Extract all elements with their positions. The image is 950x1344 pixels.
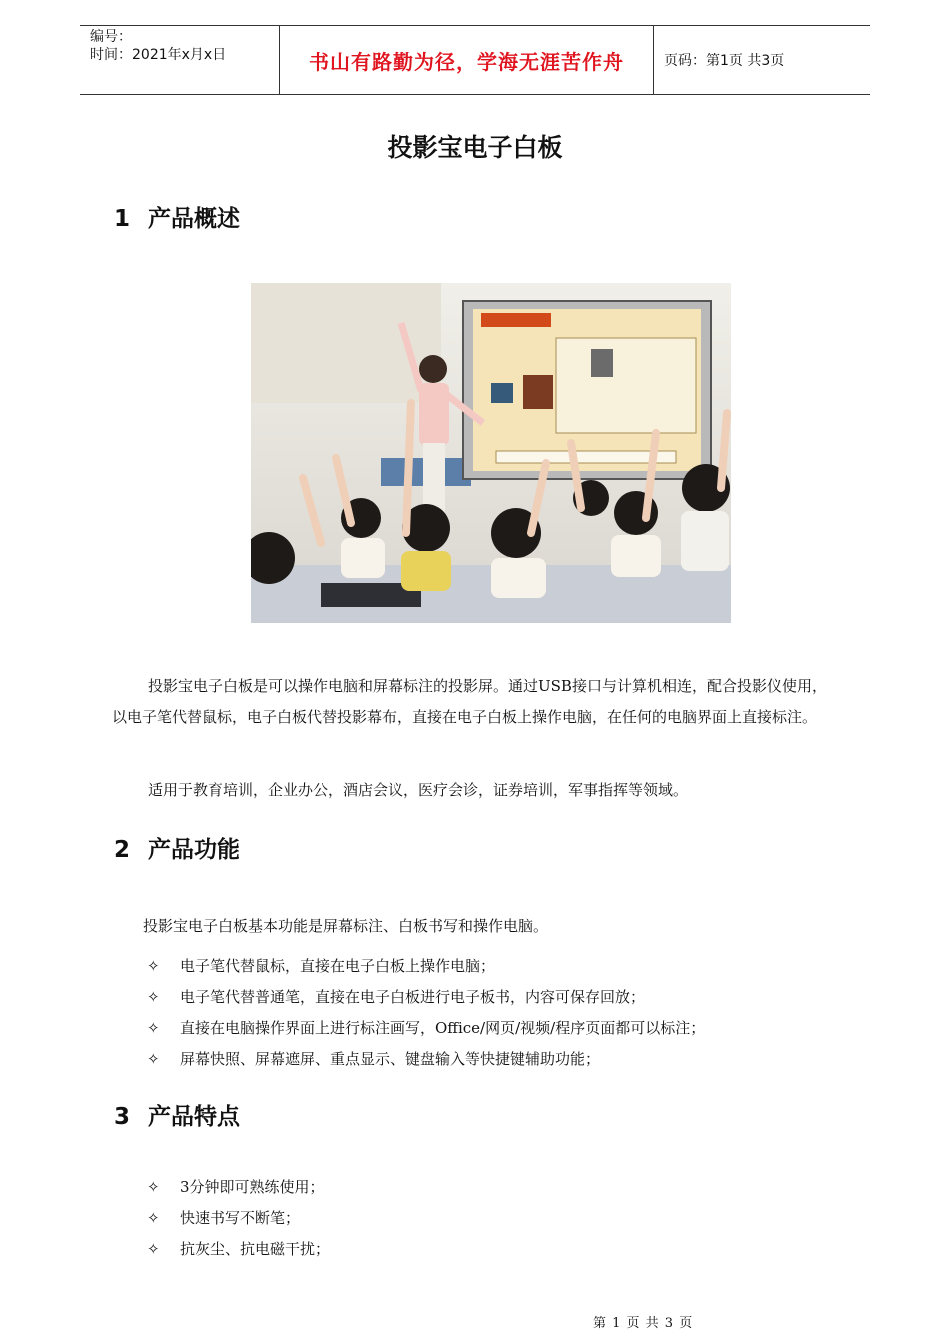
section-title: 产品特点 <box>148 1104 240 1130</box>
header-page-label: 页码：第1页 共3页 <box>664 53 785 69</box>
list-item <box>147 1172 330 1203</box>
list-item <box>147 982 705 1013</box>
overview-paragraph-1: 投影宝电子白板是可以操作电脑和屏幕标注的投影屏。通过USB接口与计算机相连，配合投影仪使用，以电子笔代替鼠标，电子白板代替投影幕布，直接在电子白板上操作电脑，在任何的电脑界面上直接标注。 <box>112 677 827 726</box>
bullet-icon: ✧ <box>147 957 160 975</box>
list-item <box>147 1044 705 1075</box>
section-heading-overview <box>114 200 240 233</box>
time-label: 时间：2021年x月x日 <box>90 47 227 63</box>
number-label: 编号： <box>90 29 132 45</box>
bullet-icon: ✧ <box>147 1050 160 1068</box>
list-item <box>147 1203 330 1234</box>
bullet-icon: ✧ <box>147 1240 160 1258</box>
features-list <box>147 1172 330 1265</box>
section-heading-functions <box>114 831 240 864</box>
section-number: 3 <box>114 1104 131 1130</box>
list-item-text: 快速书写不断笔； <box>180 1209 301 1227</box>
bullet-icon: ✧ <box>147 1178 160 1196</box>
list-item-text: 直接在电脑操作界面上进行标注画写，Office/网页/视频/程序页面都可以标注； <box>180 1019 706 1037</box>
list-item <box>147 1013 705 1044</box>
section-number: 1 <box>114 206 131 232</box>
bullet-icon: ✧ <box>147 1019 160 1037</box>
section-title: 产品功能 <box>148 837 240 863</box>
list-item-text: 电子笔代替普通笔，直接在电子白板进行电子板书，内容可保存回放； <box>180 988 646 1006</box>
section-number: 2 <box>114 837 131 863</box>
section-title: 产品概述 <box>148 206 240 232</box>
section-heading-features <box>114 1098 240 1131</box>
functions-list <box>147 951 705 1075</box>
document-title: 投影宝电子白板 <box>387 133 563 162</box>
classroom-photo <box>251 283 731 623</box>
page-header <box>80 25 870 95</box>
page-footer: 第 1 页 共 3 页 <box>593 1316 694 1331</box>
bullet-icon: ✧ <box>147 1209 160 1227</box>
functions-intro: 投影宝电子白板基本功能是屏幕标注、白板书写和操作电脑。 <box>143 917 549 935</box>
list-item-text: 抗灰尘、抗电磁干扰； <box>180 1240 331 1258</box>
header-meta <box>80 26 280 94</box>
list-item-text: 电子笔代替鼠标，直接在电子白板上操作电脑； <box>180 957 496 975</box>
list-item <box>147 951 705 982</box>
list-item-text: 3分钟即可熟练使用； <box>180 1178 325 1196</box>
list-item <box>147 1234 330 1265</box>
list-item-text: 屏幕快照、屏幕遮屏、重点显示、键盘输入等快捷键辅助功能； <box>180 1050 601 1068</box>
bullet-icon: ✧ <box>147 988 160 1006</box>
classroom-illustration <box>251 283 731 623</box>
overview-paragraph-2: 适用于教育培训，企业办公，酒店会议，医疗会诊，证券培训，军事指挥等领域。 <box>148 781 689 799</box>
header-motto: 书山有路勤为径，学海无涯苦作舟 <box>280 26 654 94</box>
